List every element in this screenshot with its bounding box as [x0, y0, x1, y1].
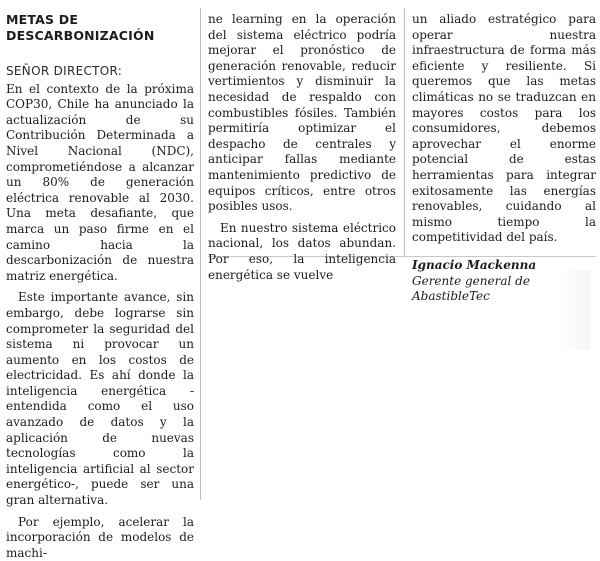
letter-title: METAS DE DESCARBONIZACIÓN — [6, 12, 155, 43]
letter-paragraph-3-cont: ne learning en la operación del sistema eléctrico podría mejorar el pronóstico de generación renovable, reducir vertimientos y disminuir la necesidad de respaldo con combustibles fósiles. También permitiría optimizar el despacho de centrales y anticipar fallas mediante mantenimiento predictivo de equipos críticos, entre otros posibles usos. — [208, 12, 396, 214]
letter-column-3 — [412, 12, 596, 305]
letter-paragraph-2: Este importante avance, sin embargo, debe lograrse sin comprometer la seguridad del sistema ni provocar un aumento en los costos de electricidad. Es ahí donde la inteligencia energética -entendida como el uso avanzado de datos y la aplicación de nuevas tecnologías como la inteligencia artificial al sector energético-, puede ser una gran alternativa. — [6, 290, 194, 508]
letter-paragraph-4-cont: un aliado estratégico para operar nuestra infraestructura de forma más eficiente y resiliente. Si queremos que las metas climáticas no se traduzcan en mayores costos para los consumidores, debemos aprovechar el enorme potencial de estas herramientas para integrar exitosamente las energías renovables, cuidando al mismo tiempo la competitividad del país. — [412, 12, 596, 245]
letter-paragraph-1: En el contexto de la próxima COP30, Chile ha anunciado la actualización de su Contribución Determinada a Nivel Nacional (NDC), comprometiéndose a alcanzar un 80% de generación eléctrica renovable al 2030. Una meta desafiante, que marca un paso firme en el camino hacia la descarbonización de nuestra matriz energética. — [6, 81, 194, 283]
letter-column-2 — [208, 12, 396, 283]
signature-name: Ignacio Mackenna — [412, 257, 537, 272]
letter-salutation: SEÑOR DIRECTOR: — [6, 64, 123, 78]
letter-column-1 — [6, 12, 194, 561]
column-divider-1 — [200, 8, 201, 500]
letter-paragraph-3: Por ejemplo, acelerar la incorporación de modelos de machi- — [6, 514, 194, 560]
column-divider-2 — [404, 8, 405, 256]
signature-role: Gerente general de AbastibleTec — [412, 273, 530, 304]
letter-paragraph-4: En nuestro sistema eléctrico nacional, los datos abundan. Por eso, la inteligencia energética se vuelve — [208, 220, 396, 282]
